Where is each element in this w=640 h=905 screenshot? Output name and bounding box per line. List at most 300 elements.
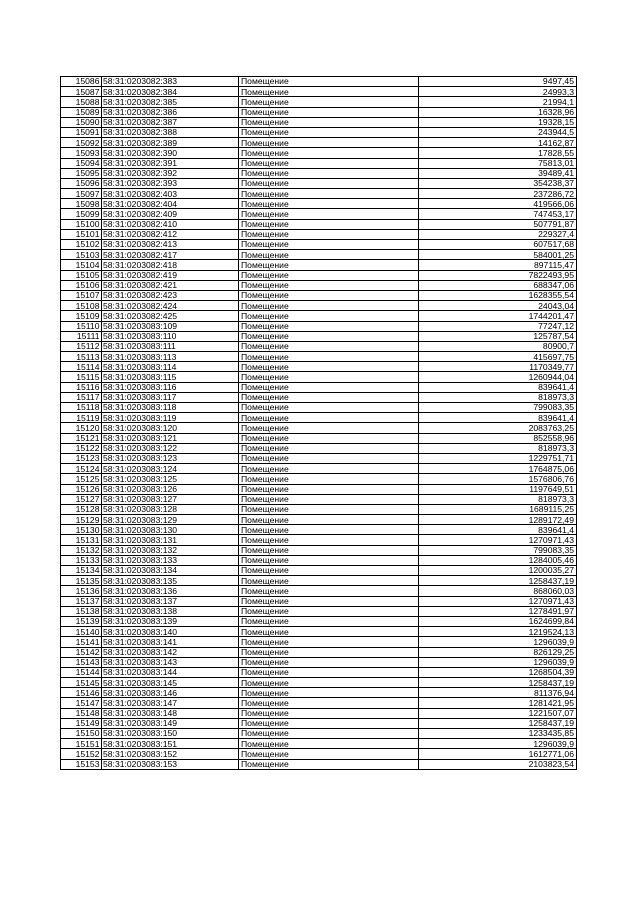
cadastral-number-cell: 58:31:0203083:130 bbox=[102, 525, 239, 535]
cadastral-number-cell: 58:31:0203083:121 bbox=[102, 433, 239, 443]
row-number-cell: 15133 bbox=[61, 555, 102, 565]
row-number-cell: 15115 bbox=[61, 372, 102, 382]
object-type-cell: Помещение bbox=[239, 433, 419, 443]
row-number-cell: 15131 bbox=[61, 535, 102, 545]
row-number-cell: 15111 bbox=[61, 331, 102, 341]
table-row bbox=[61, 260, 577, 270]
row-number-cell: 15099 bbox=[61, 209, 102, 219]
object-type-cell: Помещение bbox=[239, 729, 419, 739]
cadastral-value-cell: 747453,17 bbox=[419, 209, 577, 219]
table-row bbox=[61, 209, 577, 219]
row-number-cell: 15095 bbox=[61, 168, 102, 178]
cadastral-number-cell: 58:31:0203083:118 bbox=[102, 403, 239, 413]
table-row bbox=[61, 148, 577, 158]
object-type-cell: Помещение bbox=[239, 484, 419, 494]
row-number-cell: 15090 bbox=[61, 117, 102, 127]
cadastral-number-cell: 58:31:0203083:150 bbox=[102, 729, 239, 739]
cadastral-value-table bbox=[60, 76, 577, 770]
row-number-cell: 15096 bbox=[61, 178, 102, 188]
row-number-cell: 15112 bbox=[61, 341, 102, 351]
cadastral-value-cell: 811376,94 bbox=[419, 688, 577, 698]
object-type-cell: Помещение bbox=[239, 250, 419, 260]
cadastral-number-cell: 58:31:0203083:126 bbox=[102, 484, 239, 494]
table-row bbox=[61, 647, 577, 657]
cadastral-value-cell: 1289172,49 bbox=[419, 515, 577, 525]
table-row bbox=[61, 321, 577, 331]
row-number-cell: 15145 bbox=[61, 678, 102, 688]
object-type-cell: Помещение bbox=[239, 443, 419, 453]
cadastral-number-cell: 58:31:0203083:151 bbox=[102, 739, 239, 749]
cadastral-number-cell: 58:31:0203083:133 bbox=[102, 555, 239, 565]
row-number-cell: 15134 bbox=[61, 566, 102, 576]
row-number-cell: 15143 bbox=[61, 657, 102, 667]
cadastral-number-cell: 58:31:0203083:143 bbox=[102, 657, 239, 667]
cadastral-value-cell: 897115,47 bbox=[419, 260, 577, 270]
object-type-cell: Помещение bbox=[239, 209, 419, 219]
cadastral-number-cell: 58:31:0203083:123 bbox=[102, 453, 239, 463]
cadastral-value-cell: 688347,06 bbox=[419, 280, 577, 290]
table-row bbox=[61, 290, 577, 300]
table-row bbox=[61, 474, 577, 484]
object-type-cell: Помещение bbox=[239, 219, 419, 229]
cadastral-value-cell: 1260944,04 bbox=[419, 372, 577, 382]
cadastral-value-cell: 1764875,06 bbox=[419, 464, 577, 474]
row-number-cell: 15101 bbox=[61, 229, 102, 239]
table-row bbox=[61, 729, 577, 739]
cadastral-number-cell: 58:31:0203083:140 bbox=[102, 627, 239, 637]
table-row bbox=[61, 566, 577, 576]
cadastral-number-cell: 58:31:0203083:111 bbox=[102, 341, 239, 351]
object-type-cell: Помещение bbox=[239, 127, 419, 137]
table-row bbox=[61, 718, 577, 728]
table-row bbox=[61, 199, 577, 209]
cadastral-value-cell: 1296039,9 bbox=[419, 739, 577, 749]
cadastral-value-cell: 818973,3 bbox=[419, 443, 577, 453]
object-type-cell: Помещение bbox=[239, 688, 419, 698]
table-row bbox=[61, 87, 577, 97]
cadastral-value-cell: 415697,75 bbox=[419, 352, 577, 362]
cadastral-value-cell: 229327,4 bbox=[419, 229, 577, 239]
object-type-cell: Помещение bbox=[239, 158, 419, 168]
row-number-cell: 15109 bbox=[61, 311, 102, 321]
row-number-cell: 15137 bbox=[61, 596, 102, 606]
object-type-cell: Помещение bbox=[239, 759, 419, 769]
cadastral-value-cell: 607517,68 bbox=[419, 240, 577, 250]
object-type-cell: Помещение bbox=[239, 698, 419, 708]
row-number-cell: 15105 bbox=[61, 270, 102, 280]
cadastral-number-cell: 58:31:0203083:113 bbox=[102, 352, 239, 362]
cadastral-number-cell: 58:31:0203083:124 bbox=[102, 464, 239, 474]
cadastral-value-cell: 1268504,39 bbox=[419, 667, 577, 677]
table-row bbox=[61, 413, 577, 423]
cadastral-value-cell: 77247,12 bbox=[419, 321, 577, 331]
row-number-cell: 15151 bbox=[61, 739, 102, 749]
row-number-cell: 15152 bbox=[61, 749, 102, 759]
table-row bbox=[61, 240, 577, 250]
cadastral-number-cell: 58:31:0203082:424 bbox=[102, 301, 239, 311]
cadastral-number-cell: 58:31:0203083:115 bbox=[102, 372, 239, 382]
cadastral-number-cell: 58:31:0203082:383 bbox=[102, 77, 239, 87]
cadastral-number-cell: 58:31:0203082:390 bbox=[102, 148, 239, 158]
cadastral-number-cell: 58:31:0203082:423 bbox=[102, 290, 239, 300]
cadastral-value-cell: 24043,04 bbox=[419, 301, 577, 311]
table-row bbox=[61, 515, 577, 525]
object-type-cell: Помещение bbox=[239, 403, 419, 413]
object-type-cell: Помещение bbox=[239, 566, 419, 576]
object-type-cell: Помещение bbox=[239, 341, 419, 351]
cadastral-number-cell: 58:31:0203083:114 bbox=[102, 362, 239, 372]
cadastral-number-cell: 58:31:0203083:134 bbox=[102, 566, 239, 576]
table-row bbox=[61, 403, 577, 413]
table-row bbox=[61, 525, 577, 535]
table-row bbox=[61, 657, 577, 667]
cadastral-number-cell: 58:31:0203083:136 bbox=[102, 586, 239, 596]
object-type-cell: Помещение bbox=[239, 637, 419, 647]
object-type-cell: Помещение bbox=[239, 555, 419, 565]
object-type-cell: Помещение bbox=[239, 240, 419, 250]
cadastral-number-cell: 58:31:0203083:110 bbox=[102, 331, 239, 341]
cadastral-value-cell: 818973,3 bbox=[419, 494, 577, 504]
table-row bbox=[61, 678, 577, 688]
table-row bbox=[61, 749, 577, 759]
object-type-cell: Помещение bbox=[239, 627, 419, 637]
cadastral-number-cell: 58:31:0203082:421 bbox=[102, 280, 239, 290]
cadastral-number-cell: 58:31:0203083:117 bbox=[102, 392, 239, 402]
row-number-cell: 15123 bbox=[61, 453, 102, 463]
table-row bbox=[61, 189, 577, 199]
row-number-cell: 15124 bbox=[61, 464, 102, 474]
table-row bbox=[61, 168, 577, 178]
object-type-cell: Помещение bbox=[239, 138, 419, 148]
object-type-cell: Помещение bbox=[239, 311, 419, 321]
cadastral-number-cell: 58:31:0203083:125 bbox=[102, 474, 239, 484]
table-body bbox=[61, 77, 577, 770]
cadastral-value-cell: 2103823,54 bbox=[419, 759, 577, 769]
table-row bbox=[61, 759, 577, 769]
object-type-cell: Помещение bbox=[239, 352, 419, 362]
cadastral-value-cell: 19328,15 bbox=[419, 117, 577, 127]
object-type-cell: Помещение bbox=[239, 229, 419, 239]
object-type-cell: Помещение bbox=[239, 678, 419, 688]
cadastral-value-cell: 1270971,43 bbox=[419, 596, 577, 606]
cadastral-number-cell: 58:31:0203083:135 bbox=[102, 576, 239, 586]
cadastral-value-cell: 818973,3 bbox=[419, 392, 577, 402]
table-row bbox=[61, 331, 577, 341]
table-row bbox=[61, 127, 577, 137]
cadastral-number-cell: 58:31:0203082:389 bbox=[102, 138, 239, 148]
object-type-cell: Помещение bbox=[239, 464, 419, 474]
table-row bbox=[61, 443, 577, 453]
object-type-cell: Помещение bbox=[239, 413, 419, 423]
cadastral-value-cell: 7822493,95 bbox=[419, 270, 577, 280]
cadastral-number-cell: 58:31:0203082:425 bbox=[102, 311, 239, 321]
cadastral-number-cell: 58:31:0203082:388 bbox=[102, 127, 239, 137]
row-number-cell: 15147 bbox=[61, 698, 102, 708]
table-row bbox=[61, 667, 577, 677]
row-number-cell: 15097 bbox=[61, 189, 102, 199]
object-type-cell: Помещение bbox=[239, 199, 419, 209]
cadastral-number-cell: 58:31:0203083:119 bbox=[102, 413, 239, 423]
table-row bbox=[61, 464, 577, 474]
object-type-cell: Помещение bbox=[239, 301, 419, 311]
object-type-cell: Помещение bbox=[239, 362, 419, 372]
row-number-cell: 15087 bbox=[61, 87, 102, 97]
table-row bbox=[61, 453, 577, 463]
table-row bbox=[61, 372, 577, 382]
row-number-cell: 15125 bbox=[61, 474, 102, 484]
cadastral-number-cell: 58:31:0203082:386 bbox=[102, 107, 239, 117]
row-number-cell: 15117 bbox=[61, 392, 102, 402]
cadastral-number-cell: 58:31:0203082:412 bbox=[102, 229, 239, 239]
table-row bbox=[61, 77, 577, 87]
cadastral-number-cell: 58:31:0203083:127 bbox=[102, 494, 239, 504]
cadastral-number-cell: 58:31:0203082:404 bbox=[102, 199, 239, 209]
cadastral-value-cell: 17828,55 bbox=[419, 148, 577, 158]
cadastral-number-cell: 58:31:0203083:109 bbox=[102, 321, 239, 331]
row-number-cell: 15148 bbox=[61, 708, 102, 718]
row-number-cell: 15094 bbox=[61, 158, 102, 168]
table-row bbox=[61, 229, 577, 239]
row-number-cell: 15130 bbox=[61, 525, 102, 535]
object-type-cell: Помещение bbox=[239, 280, 419, 290]
object-type-cell: Помещение bbox=[239, 647, 419, 657]
cadastral-number-cell: 58:31:0203082:385 bbox=[102, 97, 239, 107]
cadastral-value-cell: 1689115,25 bbox=[419, 504, 577, 514]
object-type-cell: Помещение bbox=[239, 749, 419, 759]
table-row bbox=[61, 433, 577, 443]
object-type-cell: Помещение bbox=[239, 474, 419, 484]
cadastral-value-cell: 1170349,77 bbox=[419, 362, 577, 372]
row-number-cell: 15108 bbox=[61, 301, 102, 311]
cadastral-number-cell: 58:31:0203082:393 bbox=[102, 178, 239, 188]
table-row bbox=[61, 352, 577, 362]
row-number-cell: 15086 bbox=[61, 77, 102, 87]
table-row bbox=[61, 627, 577, 637]
object-type-cell: Помещение bbox=[239, 178, 419, 188]
cadastral-value-cell: 1200035,27 bbox=[419, 566, 577, 576]
object-type-cell: Помещение bbox=[239, 535, 419, 545]
row-number-cell: 15107 bbox=[61, 290, 102, 300]
cadastral-number-cell: 58:31:0203083:146 bbox=[102, 688, 239, 698]
table-row bbox=[61, 280, 577, 290]
object-type-cell: Помещение bbox=[239, 117, 419, 127]
object-type-cell: Помещение bbox=[239, 87, 419, 97]
cadastral-number-cell: 58:31:0203083:153 bbox=[102, 759, 239, 769]
cadastral-number-cell: 58:31:0203082:413 bbox=[102, 240, 239, 250]
row-number-cell: 15106 bbox=[61, 280, 102, 290]
row-number-cell: 15093 bbox=[61, 148, 102, 158]
table-row bbox=[61, 576, 577, 586]
cadastral-value-cell: 237286,72 bbox=[419, 189, 577, 199]
object-type-cell: Помещение bbox=[239, 270, 419, 280]
row-number-cell: 15127 bbox=[61, 494, 102, 504]
table-row bbox=[61, 535, 577, 545]
cadastral-value-cell: 799083,35 bbox=[419, 545, 577, 555]
object-type-cell: Помещение bbox=[239, 504, 419, 514]
cadastral-number-cell: 58:31:0203082:403 bbox=[102, 189, 239, 199]
cadastral-value-cell: 1628355,54 bbox=[419, 290, 577, 300]
cadastral-value-cell: 24993,3 bbox=[419, 87, 577, 97]
row-number-cell: 15113 bbox=[61, 352, 102, 362]
cadastral-value-cell: 799083,35 bbox=[419, 403, 577, 413]
cadastral-number-cell: 58:31:0203082:410 bbox=[102, 219, 239, 229]
table-row bbox=[61, 739, 577, 749]
object-type-cell: Помещение bbox=[239, 97, 419, 107]
cadastral-value-cell: 1229751,71 bbox=[419, 453, 577, 463]
cadastral-value-cell: 1270971,43 bbox=[419, 535, 577, 545]
object-type-cell: Помещение bbox=[239, 423, 419, 433]
cadastral-number-cell: 58:31:0203082:392 bbox=[102, 168, 239, 178]
cadastral-value-cell: 1258437,19 bbox=[419, 718, 577, 728]
table-row bbox=[61, 158, 577, 168]
cadastral-value-cell: 419566,06 bbox=[419, 199, 577, 209]
table-row bbox=[61, 616, 577, 626]
table-row bbox=[61, 494, 577, 504]
row-number-cell: 15153 bbox=[61, 759, 102, 769]
cadastral-value-cell: 1612771,06 bbox=[419, 749, 577, 759]
row-number-cell: 15144 bbox=[61, 667, 102, 677]
table-row bbox=[61, 688, 577, 698]
table-row bbox=[61, 311, 577, 321]
row-number-cell: 15121 bbox=[61, 433, 102, 443]
cadastral-value-cell: 1296039,9 bbox=[419, 637, 577, 647]
row-number-cell: 15140 bbox=[61, 627, 102, 637]
cadastral-number-cell: 58:31:0203083:131 bbox=[102, 535, 239, 545]
cadastral-number-cell: 58:31:0203083:139 bbox=[102, 616, 239, 626]
table-row bbox=[61, 586, 577, 596]
row-number-cell: 15118 bbox=[61, 403, 102, 413]
object-type-cell: Помещение bbox=[239, 576, 419, 586]
object-type-cell: Помещение bbox=[239, 168, 419, 178]
cadastral-value-cell: 1258437,19 bbox=[419, 576, 577, 586]
cadastral-number-cell: 58:31:0203083:137 bbox=[102, 596, 239, 606]
row-number-cell: 15129 bbox=[61, 515, 102, 525]
table-row bbox=[61, 698, 577, 708]
cadastral-value-cell: 1284005,46 bbox=[419, 555, 577, 565]
row-number-cell: 15089 bbox=[61, 107, 102, 117]
object-type-cell: Помещение bbox=[239, 290, 419, 300]
cadastral-value-cell: 1624699,84 bbox=[419, 616, 577, 626]
cadastral-number-cell: 58:31:0203083:148 bbox=[102, 708, 239, 718]
cadastral-number-cell: 58:31:0203083:122 bbox=[102, 443, 239, 453]
cadastral-number-cell: 58:31:0203082:387 bbox=[102, 117, 239, 127]
row-number-cell: 15102 bbox=[61, 240, 102, 250]
row-number-cell: 15114 bbox=[61, 362, 102, 372]
row-number-cell: 15132 bbox=[61, 545, 102, 555]
table-row bbox=[61, 555, 577, 565]
object-type-cell: Помещение bbox=[239, 586, 419, 596]
row-number-cell: 15110 bbox=[61, 321, 102, 331]
cadastral-value-cell: 1233435,85 bbox=[419, 729, 577, 739]
cadastral-value-cell: 354238,37 bbox=[419, 178, 577, 188]
table-row bbox=[61, 178, 577, 188]
cadastral-number-cell: 58:31:0203083:145 bbox=[102, 678, 239, 688]
object-type-cell: Помещение bbox=[239, 392, 419, 402]
cadastral-number-cell: 58:31:0203083:129 bbox=[102, 515, 239, 525]
cadastral-value-cell: 507791,87 bbox=[419, 219, 577, 229]
row-number-cell: 15139 bbox=[61, 616, 102, 626]
table-row bbox=[61, 301, 577, 311]
row-number-cell: 15136 bbox=[61, 586, 102, 596]
cadastral-number-cell: 58:31:0203082:417 bbox=[102, 250, 239, 260]
cadastral-number-cell: 58:31:0203083:152 bbox=[102, 749, 239, 759]
table-row bbox=[61, 117, 577, 127]
row-number-cell: 15122 bbox=[61, 443, 102, 453]
object-type-cell: Помещение bbox=[239, 667, 419, 677]
cadastral-number-cell: 58:31:0203083:128 bbox=[102, 504, 239, 514]
table-row bbox=[61, 708, 577, 718]
cadastral-value-cell: 1278491,97 bbox=[419, 606, 577, 616]
object-type-cell: Помещение bbox=[239, 525, 419, 535]
cadastral-number-cell: 58:31:0203083:144 bbox=[102, 667, 239, 677]
cadastral-value-cell: 839641,4 bbox=[419, 413, 577, 423]
row-number-cell: 15088 bbox=[61, 97, 102, 107]
cadastral-number-cell: 58:31:0203082:384 bbox=[102, 87, 239, 97]
cadastral-value-cell: 2083763,25 bbox=[419, 423, 577, 433]
row-number-cell: 15128 bbox=[61, 504, 102, 514]
cadastral-number-cell: 58:31:0203082:418 bbox=[102, 260, 239, 270]
cadastral-value-cell: 1221507,07 bbox=[419, 708, 577, 718]
object-type-cell: Помещение bbox=[239, 107, 419, 117]
cadastral-number-cell: 58:31:0203083:141 bbox=[102, 637, 239, 647]
object-type-cell: Помещение bbox=[239, 739, 419, 749]
table-row bbox=[61, 138, 577, 148]
row-number-cell: 15104 bbox=[61, 260, 102, 270]
row-number-cell: 15092 bbox=[61, 138, 102, 148]
object-type-cell: Помещение bbox=[239, 189, 419, 199]
row-number-cell: 15126 bbox=[61, 484, 102, 494]
object-type-cell: Помещение bbox=[239, 382, 419, 392]
table-row bbox=[61, 382, 577, 392]
cadastral-value-cell: 1576806,76 bbox=[419, 474, 577, 484]
object-type-cell: Помещение bbox=[239, 494, 419, 504]
row-number-cell: 15120 bbox=[61, 423, 102, 433]
object-type-cell: Помещение bbox=[239, 321, 419, 331]
cadastral-number-cell: 58:31:0203083:142 bbox=[102, 647, 239, 657]
object-type-cell: Помещение bbox=[239, 148, 419, 158]
table-row bbox=[61, 392, 577, 402]
table-row bbox=[61, 250, 577, 260]
object-type-cell: Помещение bbox=[239, 515, 419, 525]
object-type-cell: Помещение bbox=[239, 331, 419, 341]
table-row bbox=[61, 107, 577, 117]
table-row bbox=[61, 504, 577, 514]
row-number-cell: 15103 bbox=[61, 250, 102, 260]
cadastral-number-cell: 58:31:0203083:120 bbox=[102, 423, 239, 433]
row-number-cell: 15150 bbox=[61, 729, 102, 739]
cadastral-value-cell: 1219524,13 bbox=[419, 627, 577, 637]
cadastral-value-cell: 1258437,19 bbox=[419, 678, 577, 688]
cadastral-value-cell: 16328,96 bbox=[419, 107, 577, 117]
cadastral-value-cell: 21994,1 bbox=[419, 97, 577, 107]
cadastral-number-cell: 58:31:0203083:149 bbox=[102, 718, 239, 728]
cadastral-number-cell: 58:31:0203083:138 bbox=[102, 606, 239, 616]
cadastral-value-cell: 14162,87 bbox=[419, 138, 577, 148]
cadastral-value-cell: 75813,01 bbox=[419, 158, 577, 168]
object-type-cell: Помещение bbox=[239, 596, 419, 606]
table-row bbox=[61, 341, 577, 351]
row-number-cell: 15119 bbox=[61, 413, 102, 423]
row-number-cell: 15149 bbox=[61, 718, 102, 728]
cadastral-value-cell: 852558,96 bbox=[419, 433, 577, 443]
cadastral-number-cell: 58:31:0203082:391 bbox=[102, 158, 239, 168]
object-type-cell: Помещение bbox=[239, 606, 419, 616]
row-number-cell: 15135 bbox=[61, 576, 102, 586]
cadastral-number-cell: 58:31:0203082:409 bbox=[102, 209, 239, 219]
cadastral-value-cell: 243944,5 bbox=[419, 127, 577, 137]
cadastral-number-cell: 58:31:0203083:147 bbox=[102, 698, 239, 708]
cadastral-value-cell: 125787,54 bbox=[419, 331, 577, 341]
